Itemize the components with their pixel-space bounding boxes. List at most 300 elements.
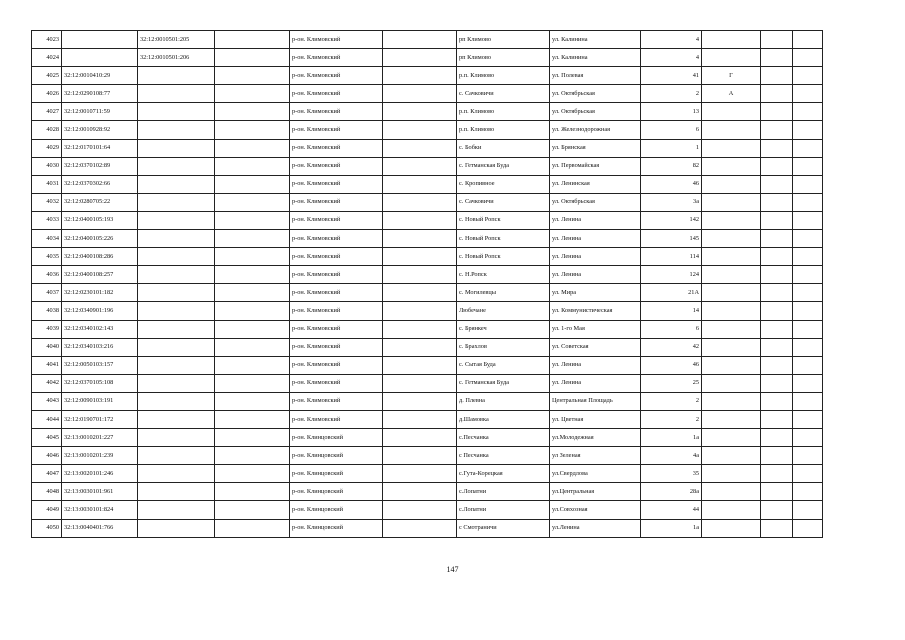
- cadastral-number-parcel: 32:12:0190701:172: [62, 410, 138, 428]
- empty-cell: [383, 501, 457, 519]
- cadastral-number-parcel: 32:12:0400108:257: [62, 266, 138, 284]
- house-letter: Г: [702, 67, 761, 85]
- empty-cell: [761, 429, 793, 447]
- empty-cell: [793, 193, 823, 211]
- table-row: [32, 139, 823, 157]
- page-number: 147: [446, 565, 459, 574]
- empty-cell: [383, 49, 457, 67]
- house-letter: [702, 429, 761, 447]
- street: ул. Железнодорожная: [550, 121, 641, 139]
- empty-cell: [383, 392, 457, 410]
- row-number: 4043: [32, 392, 62, 410]
- empty-cell: [793, 429, 823, 447]
- district: р-он. Климовский: [290, 103, 383, 121]
- street: ул. Советская: [550, 338, 641, 356]
- empty-cell: [215, 338, 290, 356]
- locality: с. Сытая Буда: [457, 356, 550, 374]
- row-number: 4036: [32, 266, 62, 284]
- empty-cell: [793, 49, 823, 67]
- row-number: 4050: [32, 519, 62, 537]
- house-letter: [702, 103, 761, 121]
- empty-cell: [383, 230, 457, 248]
- district: р-он. Климовский: [290, 284, 383, 302]
- table-row: [32, 392, 823, 410]
- house-letter: [702, 519, 761, 537]
- empty-cell: [215, 429, 290, 447]
- empty-cell: [761, 230, 793, 248]
- cadastral-number-parcel: 32:12:0280705:22: [62, 193, 138, 211]
- house-letter: [702, 230, 761, 248]
- house-number: 124: [641, 266, 702, 284]
- empty-cell: [793, 447, 823, 465]
- cadastral-number-parcel: 32:12:0230101:182: [62, 284, 138, 302]
- cadastral-number-building: [138, 302, 215, 320]
- empty-cell: [761, 519, 793, 537]
- cadastral-number-parcel: 32:12:0170101:64: [62, 139, 138, 157]
- locality: с. Сачковичи: [457, 193, 550, 211]
- house-number: 1: [641, 139, 702, 157]
- cadastral-number-parcel: 32:12:0400105:226: [62, 230, 138, 248]
- table-row: [32, 121, 823, 139]
- empty-cell: [793, 230, 823, 248]
- row-number: 4042: [32, 374, 62, 392]
- district: р-он. Климовский: [290, 374, 383, 392]
- house-number: 142: [641, 211, 702, 229]
- row-number: 4030: [32, 157, 62, 175]
- cadastral-number-building: [138, 465, 215, 483]
- locality: с Песчанка: [457, 447, 550, 465]
- empty-cell: [761, 302, 793, 320]
- cadastral-number-building: [138, 356, 215, 374]
- cadastral-number-parcel: 32:12:0340103:216: [62, 338, 138, 356]
- table-row: [32, 248, 823, 266]
- row-number: 4040: [32, 338, 62, 356]
- cadastral-number-parcel: 32:12:0370105:108: [62, 374, 138, 392]
- district: р-он. Клинцовский: [290, 483, 383, 501]
- cadastral-number-building: [138, 447, 215, 465]
- empty-cell: [215, 447, 290, 465]
- empty-cell: [383, 284, 457, 302]
- street: ул. Ленинская: [550, 175, 641, 193]
- row-number: 4039: [32, 320, 62, 338]
- table-row: [32, 193, 823, 211]
- cadastral-number-building: [138, 121, 215, 139]
- locality: с.Гута-Корецкая: [457, 465, 550, 483]
- empty-cell: [215, 392, 290, 410]
- empty-cell: [793, 501, 823, 519]
- house-letter: [702, 302, 761, 320]
- row-number: 4037: [32, 284, 62, 302]
- empty-cell: [761, 103, 793, 121]
- empty-cell: [761, 121, 793, 139]
- table-row: [32, 338, 823, 356]
- empty-cell: [215, 193, 290, 211]
- street: Центральная Площадь: [550, 392, 641, 410]
- empty-cell: [383, 67, 457, 85]
- cadastral-number-building: [138, 230, 215, 248]
- empty-cell: [793, 139, 823, 157]
- cadastral-number-parcel: 32:12:0010711:59: [62, 103, 138, 121]
- cadastral-number-parcel: 32:12:0370302:66: [62, 175, 138, 193]
- cadastral-number-building: 32:12:0010501:206: [138, 49, 215, 67]
- empty-cell: [383, 139, 457, 157]
- street: ул. Брянская: [550, 139, 641, 157]
- house-letter: [702, 483, 761, 501]
- house-letter: [702, 193, 761, 211]
- row-number: 4046: [32, 447, 62, 465]
- house-letter: [702, 338, 761, 356]
- district: р-он. Климовский: [290, 320, 383, 338]
- house-letter: [702, 157, 761, 175]
- cadastral-number-parcel: 32:12:0010928:92: [62, 121, 138, 139]
- empty-cell: [793, 410, 823, 428]
- locality: с Смотраничи: [457, 519, 550, 537]
- empty-cell: [383, 248, 457, 266]
- row-number: 4023: [32, 31, 62, 49]
- locality: с.Песчанка: [457, 429, 550, 447]
- row-number: 4038: [32, 302, 62, 320]
- cadastral-number-parcel: 32:12:0050103:157: [62, 356, 138, 374]
- empty-cell: [215, 139, 290, 157]
- cadastral-number-building: [138, 320, 215, 338]
- table-row: [32, 67, 823, 85]
- locality: рп Климово: [457, 49, 550, 67]
- cadastral-number-building: [138, 392, 215, 410]
- empty-cell: [793, 465, 823, 483]
- street: ул. Октябрьская: [550, 103, 641, 121]
- house-number: 46: [641, 356, 702, 374]
- empty-cell: [215, 374, 290, 392]
- registry-table: [31, 30, 823, 538]
- cadastral-number-parcel: 32:13:0030101:961: [62, 483, 138, 501]
- house-number: 44: [641, 501, 702, 519]
- empty-cell: [761, 410, 793, 428]
- empty-cell: [793, 103, 823, 121]
- house-letter: [702, 121, 761, 139]
- empty-cell: [761, 193, 793, 211]
- empty-cell: [383, 31, 457, 49]
- table-row: [32, 320, 823, 338]
- street: ул. Первомайская: [550, 157, 641, 175]
- street: ул. Ленина: [550, 374, 641, 392]
- house-number: 1а: [641, 429, 702, 447]
- empty-cell: [761, 31, 793, 49]
- registry-rows: [32, 31, 823, 538]
- cadastral-number-building: [138, 85, 215, 103]
- locality: с. Новый Ропск: [457, 230, 550, 248]
- empty-cell: [761, 356, 793, 374]
- table-row: [32, 31, 823, 49]
- locality: с. Новый Ропск: [457, 248, 550, 266]
- empty-cell: [383, 157, 457, 175]
- empty-cell: [383, 193, 457, 211]
- house-number: 28а: [641, 483, 702, 501]
- street: ул. Ленина: [550, 266, 641, 284]
- empty-cell: [761, 374, 793, 392]
- empty-cell: [383, 410, 457, 428]
- empty-cell: [215, 501, 290, 519]
- row-number: 4035: [32, 248, 62, 266]
- district: р-он. Климовский: [290, 139, 383, 157]
- empty-cell: [215, 248, 290, 266]
- empty-cell: [215, 284, 290, 302]
- empty-cell: [793, 121, 823, 139]
- empty-cell: [761, 465, 793, 483]
- empty-cell: [215, 410, 290, 428]
- locality: с. Новый Ропск: [457, 211, 550, 229]
- empty-cell: [761, 175, 793, 193]
- locality: р.п. Климово: [457, 103, 550, 121]
- district: р-он. Клинцовский: [290, 501, 383, 519]
- row-number: 4027: [32, 103, 62, 121]
- cadastral-number-parcel: 32:12:0010410:29: [62, 67, 138, 85]
- house-number: 41: [641, 67, 702, 85]
- district: р-он. Климовский: [290, 302, 383, 320]
- house-letter: А: [702, 85, 761, 103]
- cadastral-number-building: [138, 175, 215, 193]
- table-row: [32, 410, 823, 428]
- table-row: [32, 85, 823, 103]
- district: р-он. Климовский: [290, 266, 383, 284]
- street: ул. Ленина: [550, 211, 641, 229]
- house-letter: [702, 284, 761, 302]
- house-number: 6: [641, 320, 702, 338]
- table-row: [32, 429, 823, 447]
- empty-cell: [793, 374, 823, 392]
- district: р-он. Климовский: [290, 392, 383, 410]
- cadastral-number-building: [138, 284, 215, 302]
- empty-cell: [793, 483, 823, 501]
- district: р-он. Климовский: [290, 31, 383, 49]
- empty-cell: [761, 392, 793, 410]
- empty-cell: [215, 211, 290, 229]
- cadastral-number-parcel: 32:12:0400105:193: [62, 211, 138, 229]
- cadastral-number-parcel: 32:12:0400108:286: [62, 248, 138, 266]
- table-row: [32, 447, 823, 465]
- empty-cell: [215, 465, 290, 483]
- street: ул. Полевая: [550, 67, 641, 85]
- empty-cell: [793, 302, 823, 320]
- street: ул.Совхозная: [550, 501, 641, 519]
- locality: д.Шамовка: [457, 410, 550, 428]
- empty-cell: [793, 211, 823, 229]
- district: р-он. Климовский: [290, 67, 383, 85]
- row-number: 4034: [32, 230, 62, 248]
- house-number: 14: [641, 302, 702, 320]
- empty-cell: [761, 338, 793, 356]
- empty-cell: [215, 121, 290, 139]
- cadastral-number-parcel: 32:12:0290108:77: [62, 85, 138, 103]
- locality: р.п. Климово: [457, 67, 550, 85]
- cadastral-number-parcel: 32:13:0040401:766: [62, 519, 138, 537]
- empty-cell: [383, 374, 457, 392]
- street: ул. Калинина: [550, 31, 641, 49]
- empty-cell: [761, 139, 793, 157]
- street: ул. Ленина: [550, 230, 641, 248]
- row-number: 4045: [32, 429, 62, 447]
- locality: с. Брянкеч: [457, 320, 550, 338]
- empty-cell: [793, 175, 823, 193]
- empty-cell: [761, 248, 793, 266]
- district: р-он. Климовский: [290, 211, 383, 229]
- row-number: 4024: [32, 49, 62, 67]
- row-number: 4032: [32, 193, 62, 211]
- empty-cell: [793, 248, 823, 266]
- district: р-он. Климовский: [290, 248, 383, 266]
- table-row: [32, 175, 823, 193]
- cadastral-number-building: [138, 501, 215, 519]
- row-number: 4028: [32, 121, 62, 139]
- cadastral-number-parcel: 32:12:0340901:196: [62, 302, 138, 320]
- house-number: 25: [641, 374, 702, 392]
- street: ул.Ленина: [550, 519, 641, 537]
- locality: д. Плевна: [457, 392, 550, 410]
- house-number: 114: [641, 248, 702, 266]
- street: ул. 1-го Мая: [550, 320, 641, 338]
- cadastral-number-building: [138, 211, 215, 229]
- cadastral-number-building: [138, 157, 215, 175]
- empty-cell: [761, 447, 793, 465]
- locality: Любечане: [457, 302, 550, 320]
- house-number: 35: [641, 465, 702, 483]
- district: р-он. Климовский: [290, 49, 383, 67]
- district: р-он. Клинцовский: [290, 465, 383, 483]
- table-row: [32, 103, 823, 121]
- empty-cell: [793, 392, 823, 410]
- cadastral-number-building: [138, 103, 215, 121]
- house-letter: [702, 356, 761, 374]
- locality: с. Гетманская Буда: [457, 157, 550, 175]
- empty-cell: [383, 175, 457, 193]
- row-number: 4026: [32, 85, 62, 103]
- house-number: 4: [641, 31, 702, 49]
- empty-cell: [383, 356, 457, 374]
- cadastral-number-parcel: 32:12:0340102:143: [62, 320, 138, 338]
- empty-cell: [215, 230, 290, 248]
- street: ул. Мира: [550, 284, 641, 302]
- house-number: 42: [641, 338, 702, 356]
- empty-cell: [761, 501, 793, 519]
- empty-cell: [793, 85, 823, 103]
- table-row: [32, 266, 823, 284]
- house-number: 2: [641, 410, 702, 428]
- street: ул.Свердлова: [550, 465, 641, 483]
- cadastral-number-parcel: 32:12:0090103:191: [62, 392, 138, 410]
- house-letter: [702, 266, 761, 284]
- district: р-он. Климовский: [290, 85, 383, 103]
- cadastral-number-building: [138, 139, 215, 157]
- house-number: 13: [641, 103, 702, 121]
- district: р-он. Клинцовский: [290, 429, 383, 447]
- cadastral-number-building: [138, 67, 215, 85]
- empty-cell: [793, 284, 823, 302]
- cadastral-number-parcel: 32:13:0010201:227: [62, 429, 138, 447]
- locality: с. Н.Ропск: [457, 266, 550, 284]
- street: ул. Октябрьская: [550, 85, 641, 103]
- empty-cell: [383, 429, 457, 447]
- street: ул. Коммунистическая: [550, 302, 641, 320]
- empty-cell: [215, 157, 290, 175]
- cadastral-number-building: [138, 248, 215, 266]
- empty-cell: [793, 266, 823, 284]
- house-number: 145: [641, 230, 702, 248]
- empty-cell: [383, 483, 457, 501]
- house-letter: [702, 447, 761, 465]
- locality: рп Климово: [457, 31, 550, 49]
- table-row: [32, 465, 823, 483]
- house-number: 3а: [641, 193, 702, 211]
- house-number: 4а: [641, 447, 702, 465]
- row-number: 4047: [32, 465, 62, 483]
- empty-cell: [761, 67, 793, 85]
- locality: р.п. Климово: [457, 121, 550, 139]
- cadastral-number-building: [138, 519, 215, 537]
- locality: с. Бобки: [457, 139, 550, 157]
- table-row: [32, 49, 823, 67]
- row-number: 4041: [32, 356, 62, 374]
- empty-cell: [215, 302, 290, 320]
- row-number: 4025: [32, 67, 62, 85]
- empty-cell: [215, 483, 290, 501]
- street: ул.Молодежная: [550, 429, 641, 447]
- table-row: [32, 519, 823, 537]
- empty-cell: [383, 211, 457, 229]
- locality: с. Сачковичи: [457, 85, 550, 103]
- cadastral-number-building: [138, 374, 215, 392]
- empty-cell: [761, 157, 793, 175]
- locality: с. Могилевцы: [457, 284, 550, 302]
- empty-cell: [793, 67, 823, 85]
- empty-cell: [793, 356, 823, 374]
- district: р-он. Климовский: [290, 356, 383, 374]
- district: р-он. Климовский: [290, 230, 383, 248]
- table-row: [32, 483, 823, 501]
- empty-cell: [383, 103, 457, 121]
- table-row: [32, 356, 823, 374]
- house-letter: [702, 501, 761, 519]
- row-number: 4031: [32, 175, 62, 193]
- empty-cell: [793, 157, 823, 175]
- district: р-он. Климовский: [290, 410, 383, 428]
- cadastral-number-building: [138, 429, 215, 447]
- cadastral-number-building: 32:12:0010501:205: [138, 31, 215, 49]
- cadastral-number-parcel: 32:13:0020101:246: [62, 465, 138, 483]
- locality: с. Брахлов: [457, 338, 550, 356]
- cadastral-number-building: [138, 338, 215, 356]
- locality: с.Лопатни: [457, 483, 550, 501]
- locality: с. Кропивное: [457, 175, 550, 193]
- street: ул. Октябрьская: [550, 193, 641, 211]
- table-row: [32, 284, 823, 302]
- district: р-он. Климовский: [290, 157, 383, 175]
- cadastral-number-parcel: 32:12:0370102:89: [62, 157, 138, 175]
- empty-cell: [215, 67, 290, 85]
- cadastral-number-parcel: 32:13:0030101:824: [62, 501, 138, 519]
- row-number: 4044: [32, 410, 62, 428]
- empty-cell: [215, 175, 290, 193]
- house-letter: [702, 49, 761, 67]
- street: ул. Цветная: [550, 410, 641, 428]
- district: р-он. Климовский: [290, 338, 383, 356]
- house-letter: [702, 211, 761, 229]
- cadastral-number-building: [138, 483, 215, 501]
- table-row: [32, 157, 823, 175]
- house-number: 6: [641, 121, 702, 139]
- locality: с. Гетманская Буда: [457, 374, 550, 392]
- empty-cell: [761, 266, 793, 284]
- empty-cell: [215, 519, 290, 537]
- cadastral-number-parcel: 32:13:0010201:239: [62, 447, 138, 465]
